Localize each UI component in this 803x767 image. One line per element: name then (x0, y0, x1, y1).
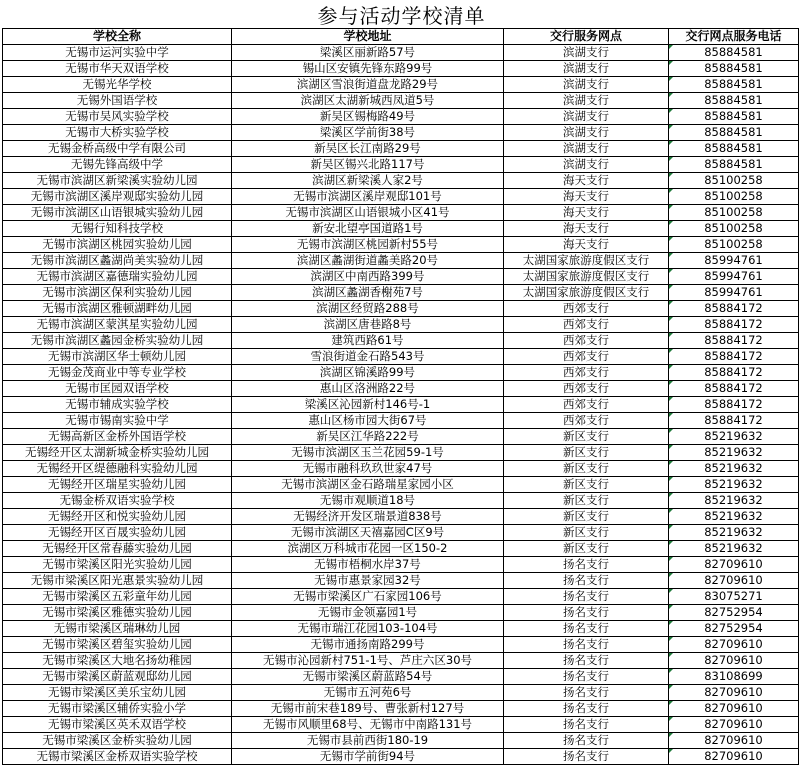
school-address-cell[interactable]: 滨湖区蠡湖香榭苑7号 (232, 285, 504, 301)
service-branch-cell[interactable]: 扬名支行 (504, 573, 669, 589)
school-address-cell[interactable]: 无锡市观顺道18号 (232, 493, 504, 509)
table-row (3, 541, 799, 557)
table-row (3, 669, 799, 685)
branch-phone-cell[interactable]: 85219632 (669, 445, 799, 461)
branch-phone-cell[interactable]: 82709610 (669, 749, 799, 765)
school-list-table (2, 28, 799, 765)
service-branch-cell[interactable]: 扬名支行 (504, 749, 669, 765)
school-name-cell[interactable]: 无锡市梁溪区英禾双语学校 (3, 717, 232, 733)
school-address-cell[interactable]: 无锡市滨湖区山语银城小区41号 (232, 205, 504, 221)
school-address-cell[interactable]: 无锡市滨湖区天禧嘉园C区9号 (232, 525, 504, 541)
school-address-cell[interactable]: 无锡市滨湖区溪岸观邸101号 (232, 189, 504, 205)
service-branch-cell[interactable]: 海天支行 (504, 237, 669, 253)
school-name-cell[interactable]: 无锡行知科技学校 (3, 221, 232, 237)
branch-phone-cell[interactable]: 85884581 (669, 77, 799, 93)
service-branch-cell[interactable]: 扬名支行 (504, 637, 669, 653)
table-row (3, 349, 799, 365)
school-address-cell[interactable]: 无锡市沁园新村751-1号、芦庄六区30号 (232, 653, 504, 669)
school-name-cell[interactable]: 无锡经开区常春藤实验幼儿园 (3, 541, 232, 557)
school-address-cell[interactable]: 新安北望亭国道路1号 (232, 221, 504, 237)
school-name-cell[interactable]: 无锡市梁溪区蔚蓝观邸幼儿园 (3, 669, 232, 685)
school-address-cell[interactable]: 建筑西路61号 (232, 333, 504, 349)
service-branch-cell[interactable]: 扬名支行 (504, 589, 669, 605)
service-branch-cell[interactable]: 滨湖支行 (504, 157, 669, 173)
table-row (3, 173, 799, 189)
school-name-cell[interactable]: 无锡市梁溪区碧玺实验幼儿园 (3, 637, 232, 653)
school-address-cell[interactable]: 无锡市通扬南路299号 (232, 637, 504, 653)
service-branch-cell[interactable]: 扬名支行 (504, 685, 669, 701)
table-row (3, 525, 799, 541)
school-name-cell[interactable]: 无锡市梁溪区阳光实验幼儿园 (3, 557, 232, 573)
school-address-cell[interactable]: 滨湖区经贸路288号 (232, 301, 504, 317)
table-row (3, 621, 799, 637)
school-name-cell[interactable]: 无锡市锡南实验中学 (3, 413, 232, 429)
school-address-cell[interactable]: 惠山区杨市园大街67号 (232, 413, 504, 429)
service-branch-cell[interactable]: 新区支行 (504, 445, 669, 461)
branch-phone-cell[interactable]: 85884581 (669, 141, 799, 157)
service-branch-cell[interactable]: 太湖国家旅游度假区支行 (504, 269, 669, 285)
service-branch-cell[interactable]: 扬名支行 (504, 701, 669, 717)
school-name-cell[interactable]: 无锡金桥双语实验学校 (3, 493, 232, 509)
service-branch-cell[interactable]: 扬名支行 (504, 733, 669, 749)
table-row (3, 701, 799, 717)
table-row (3, 141, 799, 157)
school-address-cell[interactable]: 滨湖区中南西路399号 (232, 269, 504, 285)
branch-phone-cell[interactable]: 85994761 (669, 269, 799, 285)
table-row (3, 221, 799, 237)
branch-phone-cell[interactable]: 85884581 (669, 109, 799, 125)
service-branch-cell[interactable]: 滨湖支行 (504, 125, 669, 141)
school-address-cell[interactable]: 雪浪街道金石路543号 (232, 349, 504, 365)
branch-phone-cell[interactable]: 85884172 (669, 317, 799, 333)
table-row (3, 109, 799, 125)
branch-phone-cell[interactable]: 83075271 (669, 589, 799, 605)
service-branch-cell[interactable]: 西郊支行 (504, 413, 669, 429)
service-branch-cell[interactable]: 滨湖支行 (504, 109, 669, 125)
branch-phone-cell[interactable]: 85884581 (669, 93, 799, 109)
table-row (3, 653, 799, 669)
branch-phone-cell[interactable]: 85100258 (669, 189, 799, 205)
school-name-cell[interactable]: 无锡经开区太湖新城金桥实验幼儿园 (3, 445, 232, 461)
school-name-cell[interactable]: 无锡市滨湖区蠡湖尚美实验幼儿园 (3, 253, 232, 269)
school-name-cell[interactable]: 无锡光华学校 (3, 77, 232, 93)
service-branch-cell[interactable]: 扬名支行 (504, 653, 669, 669)
service-branch-cell[interactable]: 新区支行 (504, 493, 669, 509)
school-address-cell[interactable]: 无锡市滨湖区桃园新村55号 (232, 237, 504, 253)
school-name-cell[interactable]: 无锡市梁溪区雅德实验幼儿园 (3, 605, 232, 621)
school-address-cell[interactable]: 滨湖区新梁溪人家2号 (232, 173, 504, 189)
table-row (3, 589, 799, 605)
table-row (3, 253, 799, 269)
branch-phone-cell[interactable]: 85219632 (669, 477, 799, 493)
service-branch-cell[interactable]: 滨湖支行 (504, 61, 669, 77)
school-name-cell[interactable]: 无锡市梁溪区阳光惠景实验幼儿园 (3, 573, 232, 589)
school-address-cell[interactable]: 无锡市梧桐水岸37号 (232, 557, 504, 573)
table-row (3, 413, 799, 429)
branch-phone-cell[interactable]: 85884172 (669, 333, 799, 349)
school-address-cell[interactable]: 滨湖区蠡湖街道蠡美路20号 (232, 253, 504, 269)
school-address-cell[interactable]: 滨湖区锦溪路99号 (232, 365, 504, 381)
table-row (3, 93, 799, 109)
branch-phone-cell[interactable]: 82709610 (669, 557, 799, 573)
table-row (3, 717, 799, 733)
table-row (3, 125, 799, 141)
table-row (3, 333, 799, 349)
school-name-cell[interactable]: 无锡经开区和悦实验幼儿园 (3, 509, 232, 525)
school-name-cell[interactable]: 无锡市大桥实验学校 (3, 125, 232, 141)
school-address-cell[interactable]: 锡山区安镇先锋东路99号 (232, 61, 504, 77)
table-row (3, 157, 799, 173)
branch-phone-cell[interactable]: 82709610 (669, 685, 799, 701)
table-row (3, 269, 799, 285)
school-name-cell[interactable]: 无锡市匡园双语学校 (3, 381, 232, 397)
branch-phone-cell[interactable]: 82709610 (669, 653, 799, 669)
table-row (3, 445, 799, 461)
table-row (3, 461, 799, 477)
service-branch-cell[interactable]: 新区支行 (504, 541, 669, 557)
school-name-cell[interactable]: 无锡市梁溪区五彩童年幼儿园 (3, 589, 232, 605)
branch-phone-cell[interactable]: 83108699 (669, 669, 799, 685)
school-name-cell[interactable]: 无锡市梁溪区大地名扬幼稚园 (3, 653, 232, 669)
table-row (3, 45, 799, 61)
branch-phone-cell[interactable]: 85884581 (669, 157, 799, 173)
service-branch-cell[interactable]: 新区支行 (504, 509, 669, 525)
school-name-cell[interactable]: 无锡经开区百晟实验幼儿园 (3, 525, 232, 541)
table-row (3, 317, 799, 333)
branch-phone-cell[interactable]: 85884172 (669, 365, 799, 381)
header-school-name[interactable]: 学校全称 (3, 29, 232, 45)
sheet-title: 参与活动学校清单 (317, 4, 486, 28)
school-name-cell[interactable]: 无锡先锋高级中学 (3, 157, 232, 173)
school-name-cell[interactable]: 无锡市滨湖区雅顿湖畔幼儿园 (3, 301, 232, 317)
service-branch-cell[interactable]: 滨湖支行 (504, 141, 669, 157)
school-name-cell[interactable]: 无锡市滨湖区新梁溪实验幼儿园 (3, 173, 232, 189)
school-address-cell[interactable]: 无锡市金领嘉园1号 (232, 605, 504, 621)
service-branch-cell[interactable]: 海天支行 (504, 189, 669, 205)
school-name-cell[interactable]: 无锡市辅成实验学校 (3, 397, 232, 413)
branch-phone-cell[interactable]: 85994761 (669, 285, 799, 301)
service-branch-cell[interactable]: 扬名支行 (504, 605, 669, 621)
school-name-cell[interactable]: 无锡市滨湖区桃园实验幼儿园 (3, 237, 232, 253)
service-branch-cell[interactable]: 西郊支行 (504, 333, 669, 349)
school-name-cell[interactable]: 无锡市滨湖区蠡园金桥实验幼儿园 (3, 333, 232, 349)
school-address-cell[interactable]: 梁溪区沁园新村146号-1 (232, 397, 504, 413)
branch-phone-cell[interactable]: 85219632 (669, 461, 799, 477)
service-branch-cell[interactable]: 扬名支行 (504, 557, 669, 573)
branch-phone-cell[interactable]: 82709610 (669, 637, 799, 653)
school-address-cell[interactable]: 梁溪区学前街38号 (232, 125, 504, 141)
table-row (3, 205, 799, 221)
school-name-cell[interactable]: 无锡市滨湖区华士顿幼儿园 (3, 349, 232, 365)
branch-phone-cell[interactable]: 82709610 (669, 701, 799, 717)
service-branch-cell[interactable]: 新区支行 (504, 429, 669, 445)
table-row (3, 237, 799, 253)
school-address-cell[interactable]: 滨湖区太湖新城西凤道5号 (232, 93, 504, 109)
school-name-cell[interactable]: 无锡市梁溪区金桥双语实验学校 (3, 749, 232, 765)
header-branch-phone[interactable]: 交行网点服务电话 (669, 29, 799, 45)
branch-phone-cell[interactable]: 85884581 (669, 125, 799, 141)
branch-phone-cell[interactable]: 85100258 (669, 237, 799, 253)
school-address-cell[interactable]: 无锡市惠景家园32号 (232, 573, 504, 589)
service-branch-cell[interactable]: 滨湖支行 (504, 77, 669, 93)
service-branch-cell[interactable]: 新区支行 (504, 477, 669, 493)
branch-phone-cell[interactable]: 82709610 (669, 573, 799, 589)
table-row (3, 509, 799, 525)
school-name-cell[interactable]: 无锡市梁溪区美乐宝幼儿园 (3, 685, 232, 701)
service-branch-cell[interactable]: 西郊支行 (504, 365, 669, 381)
branch-phone-cell[interactable]: 85100258 (669, 173, 799, 189)
school-address-cell[interactable]: 滨湖区万科城市花园一区150-2 (232, 541, 504, 557)
table-row (3, 493, 799, 509)
school-address-cell[interactable]: 新吴区锡梅路49号 (232, 109, 504, 125)
service-branch-cell[interactable]: 西郊支行 (504, 349, 669, 365)
branch-phone-cell[interactable]: 85884172 (669, 349, 799, 365)
table-row (3, 429, 799, 445)
branch-phone-cell[interactable]: 85219632 (669, 493, 799, 509)
table-row (3, 61, 799, 77)
service-branch-cell[interactable]: 新区支行 (504, 525, 669, 541)
table-row (3, 749, 799, 765)
school-address-cell[interactable]: 无锡市滨湖区金石路瑞星家园小区 (232, 477, 504, 493)
school-name-cell[interactable]: 无锡经开区缇德融科实验幼儿园 (3, 461, 232, 477)
branch-phone-cell[interactable]: 85219632 (669, 509, 799, 525)
school-name-cell[interactable]: 无锡市运河实验中学 (3, 45, 232, 61)
school-address-cell[interactable]: 梁溪区丽新路57号 (232, 45, 504, 61)
service-branch-cell[interactable]: 西郊支行 (504, 317, 669, 333)
school-name-cell[interactable]: 无锡高新区金桥外国语学校 (3, 429, 232, 445)
school-address-cell[interactable]: 新吴区锡兴北路117号 (232, 157, 504, 173)
branch-phone-cell[interactable]: 85884172 (669, 397, 799, 413)
school-address-cell[interactable]: 无锡市县前西街180-19 (232, 733, 504, 749)
service-branch-cell[interactable]: 西郊支行 (504, 301, 669, 317)
branch-phone-cell[interactable]: 82709610 (669, 717, 799, 733)
school-name-cell[interactable]: 无锡市梁溪区金桥实验幼儿园 (3, 733, 232, 749)
table-row (3, 77, 799, 93)
school-address-cell[interactable]: 无锡市风顺里68号、无锡市中南路131号 (232, 717, 504, 733)
branch-phone-cell[interactable]: 85219632 (669, 541, 799, 557)
table-row (3, 685, 799, 701)
school-address-cell[interactable]: 无锡市梁溪区蔚蓝路54号 (232, 669, 504, 685)
service-branch-cell[interactable]: 扬名支行 (504, 621, 669, 637)
school-name-cell[interactable]: 无锡经开区瑞星实验幼儿园 (3, 477, 232, 493)
branch-phone-cell[interactable]: 82752954 (669, 621, 799, 637)
table-row (3, 365, 799, 381)
school-address-cell[interactable]: 新吴区江华路222号 (232, 429, 504, 445)
school-name-cell[interactable]: 无锡市梁溪区辅侨实验小学 (3, 701, 232, 717)
header-service-branch[interactable]: 交行服务网点 (504, 29, 669, 45)
school-address-cell[interactable]: 无锡市前宋巷189号、曹张新村127号 (232, 701, 504, 717)
branch-phone-cell[interactable]: 85884581 (669, 61, 799, 77)
school-name-cell[interactable]: 无锡市吴风实验学校 (3, 109, 232, 125)
header-school-address[interactable]: 学校地址 (232, 29, 504, 45)
school-name-cell[interactable]: 无锡市梁溪区瑞琳幼儿园 (3, 621, 232, 637)
service-branch-cell[interactable]: 海天支行 (504, 221, 669, 237)
school-address-cell[interactable]: 滨湖区唐巷路8号 (232, 317, 504, 333)
school-name-cell[interactable]: 无锡金桥高级中学有限公司 (3, 141, 232, 157)
branch-phone-cell[interactable]: 82752954 (669, 605, 799, 621)
branch-phone-cell[interactable]: 85884172 (669, 413, 799, 429)
school-address-cell[interactable]: 无锡市学前街94号 (232, 749, 504, 765)
branch-phone-cell[interactable]: 85884581 (669, 45, 799, 61)
table-row (3, 397, 799, 413)
table-row (3, 477, 799, 493)
branch-phone-cell[interactable]: 85994761 (669, 253, 799, 269)
school-name-cell[interactable]: 无锡金茂商业中等专业学校 (3, 365, 232, 381)
school-name-cell[interactable]: 无锡市滨湖区溪岸观邸实验幼儿园 (3, 189, 232, 205)
table-row (3, 301, 799, 317)
branch-phone-cell[interactable]: 85884172 (669, 301, 799, 317)
school-address-cell[interactable]: 无锡市梁溪区广石家园106号 (232, 589, 504, 605)
school-name-cell[interactable]: 无锡市滨湖区蒙淇星实验幼儿园 (3, 317, 232, 333)
branch-phone-cell[interactable]: 85100258 (669, 205, 799, 221)
service-branch-cell[interactable]: 新区支行 (504, 461, 669, 477)
service-branch-cell[interactable]: 滨湖支行 (504, 45, 669, 61)
school-name-cell[interactable]: 无锡市滨湖区嘉德瑞实验幼儿园 (3, 269, 232, 285)
school-address-cell[interactable]: 无锡市融科玖玖世家47号 (232, 461, 504, 477)
service-branch-cell[interactable]: 海天支行 (504, 205, 669, 221)
service-branch-cell[interactable]: 太湖国家旅游度假区支行 (504, 253, 669, 269)
school-name-cell[interactable]: 无锡市华天双语学校 (3, 61, 232, 77)
school-address-cell[interactable]: 新吴区长江南路29号 (232, 141, 504, 157)
service-branch-cell[interactable]: 西郊支行 (504, 381, 669, 397)
table-row (3, 381, 799, 397)
table-row (3, 573, 799, 589)
branch-phone-cell[interactable]: 85219632 (669, 525, 799, 541)
branch-phone-cell[interactable]: 82709610 (669, 733, 799, 749)
school-address-cell[interactable]: 滨湖区雪浪街道盘龙路29号 (232, 77, 504, 93)
table-row (3, 189, 799, 205)
service-branch-cell[interactable]: 滨湖支行 (504, 93, 669, 109)
service-branch-cell[interactable]: 扬名支行 (504, 669, 669, 685)
table-body (3, 45, 799, 765)
school-name-cell[interactable]: 无锡市滨湖区山语银城实验幼儿园 (3, 205, 232, 221)
table-row (3, 285, 799, 301)
table-row (3, 637, 799, 653)
table-row (3, 733, 799, 749)
service-branch-cell[interactable]: 扬名支行 (504, 717, 669, 733)
service-branch-cell[interactable]: 西郊支行 (504, 397, 669, 413)
service-branch-cell[interactable]: 太湖国家旅游度假区支行 (504, 285, 669, 301)
branch-phone-cell[interactable]: 85100258 (669, 221, 799, 237)
school-address-cell[interactable]: 无锡市五河苑6号 (232, 685, 504, 701)
school-address-cell[interactable]: 无锡市瑞江花园103-104号 (232, 621, 504, 637)
service-branch-cell[interactable]: 海天支行 (504, 173, 669, 189)
school-name-cell[interactable]: 无锡市滨湖区保利实验幼儿园 (3, 285, 232, 301)
header-row (3, 29, 799, 45)
table-row (3, 605, 799, 621)
table-row (3, 557, 799, 573)
school-address-cell[interactable]: 惠山区洛洲路22号 (232, 381, 504, 397)
branch-phone-cell[interactable]: 85219632 (669, 429, 799, 445)
school-address-cell[interactable]: 无锡经济开发区瑞景道838号 (232, 509, 504, 525)
school-address-cell[interactable]: 无锡市滨湖区玉兰花园59-1号 (232, 445, 504, 461)
school-name-cell[interactable]: 无锡外国语学校 (3, 93, 232, 109)
branch-phone-cell[interactable]: 85884172 (669, 381, 799, 397)
